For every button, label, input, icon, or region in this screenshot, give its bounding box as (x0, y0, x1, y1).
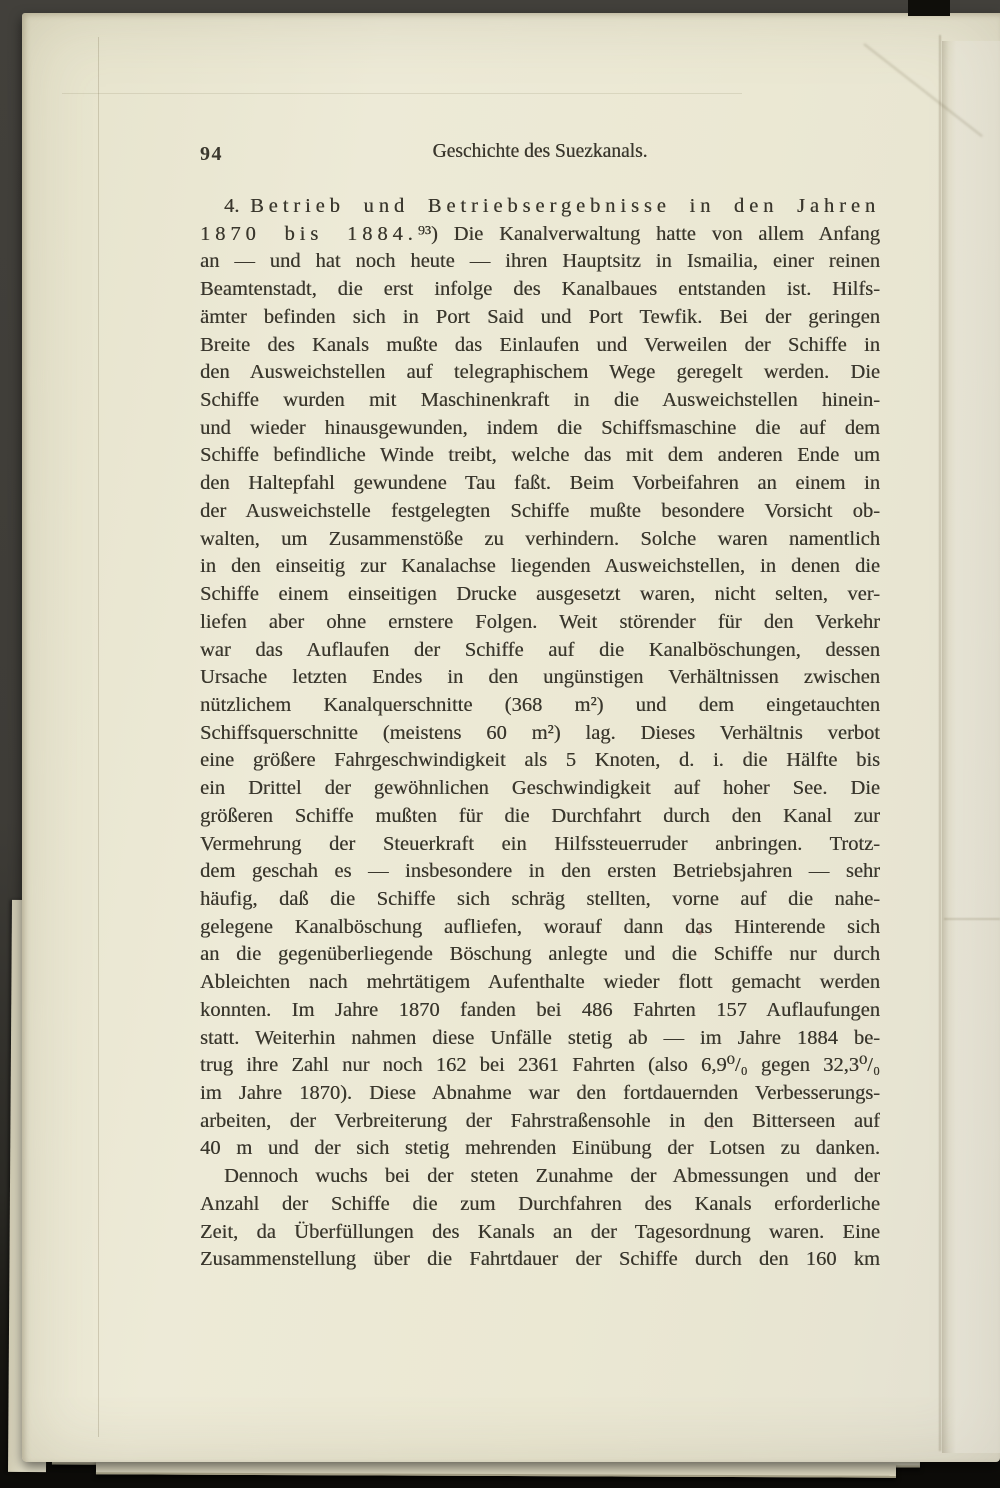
text-line: trug ihre Zahl nur noch 162 bei 2361 Fahrten (also 6,9⁰/₀ gegen 32,3⁰/₀ (200, 1054, 880, 1077)
horizontal-crease (944, 918, 1000, 920)
text-line: Schiffe befindliche Winde treibt, welche das mit dem anderen Ende um (200, 444, 880, 467)
text-line: liefen aber ohne ernstere Folgen. Weit störender für den Verkehr (200, 610, 880, 633)
text-line: an die gegenüberliegende Böschung anlegte und die Schiffe nur durch (200, 943, 880, 966)
text-line: war das Auflaufen der Schiffe auf die Kanalböschungen, dessen (200, 638, 880, 661)
text-line: Vermehrung der Steuerkraft ein Hilfssteuerruder anbringen. Trotz- (200, 832, 880, 855)
book-page (22, 13, 1000, 1462)
text-line: Zeit, da Überfüllungen des Kanals an der Tagesordnung waren. Eine (200, 1220, 880, 1243)
vertical-crease (939, 35, 941, 1451)
text-line: Schiffe einem einseitigen Drucke ausgesetzt waren, nicht selten, ver- (200, 583, 880, 606)
text-line: in den einseitig zur Kanalachse liegenden Ausweichstellen, in denen die (200, 555, 880, 578)
text-line: häufig, daß die Schiffe sich schräg stellten, vorne auf die nahe- (200, 887, 880, 910)
emboss-line-vertical (98, 37, 99, 1437)
emboss-line-horizontal (62, 93, 742, 94)
text-line: ämter befinden sich in Port Said und Port Tewfik. Bei der geringen (200, 305, 880, 328)
text-line: Schiffsquerschnitte (meistens 60 m²) lag. Dieses Verhältnis verbot (200, 721, 880, 744)
page-curl-edge (942, 41, 1000, 1453)
text-line: arbeiten, der Verbreiterung der Fahrstraßensohle in den Bitterseen auf (200, 1109, 880, 1132)
text-line: Schiffe wurden mit Maschinenkraft in die Ausweichstellen hinein- (200, 389, 880, 412)
text-line: Ursache letzten Endes in den ungünstigen Verhältnissen zwischen (200, 666, 880, 689)
text-line: ein Drittel der gewöhnlichen Geschwindigkeit auf hoher See. Die (200, 777, 880, 800)
text-line: nützlichem Kanalquerschnitte (368 m²) und dem eingetauchten (200, 693, 880, 716)
text-line: walten, um Zusammenstöße zu verhindern. Solche waren namentlich (200, 527, 880, 550)
text-line: Zusammenstellung über die Fahrtdauer der Schiffe durch den 160 km (200, 1248, 880, 1271)
text-line: Anzahl der Schiffe die zum Durchfahren des Kanals erforderliche (200, 1192, 880, 1215)
text-line: der Ausweichstelle festgelegten Schiffe mußte besondere Vorsicht ob- (200, 499, 880, 522)
body-text (200, 193, 880, 1274)
text-line: an — und hat noch heute — ihren Hauptsitz in Ismailia, einer reinen (200, 250, 880, 273)
text-line: Breite des Kanals mußte das Einlaufen und Verweilen der Schiffe in (200, 333, 880, 356)
page-number: 94 (200, 143, 223, 165)
text-line: dem geschah es — insbesondere in den ersten Betriebsjahren — sehr (200, 860, 880, 883)
binding-notch (908, 0, 950, 16)
running-head: Geschichte des Suezkanals. (432, 141, 648, 162)
text-line: statt. Weiterhin nahmen diese Unfälle stetig ab — im Jahre 1884 be- (200, 1026, 880, 1049)
text-line: gelegene Kanalböschung aufliefen, worauf dann das Hinterende sich (200, 915, 880, 938)
page-header (200, 141, 880, 171)
text-line: und wieder hinausgewunden, indem die Schiffsmaschine die auf dem (200, 416, 880, 439)
text-line: im Jahre 1870). Diese Abnahme war den fortdauernden Verbesserungs- (200, 1082, 880, 1104)
text-line: eine größere Fahrgeschwindigkeit als 5 Knoten, d. i. die Hälfte bis (200, 749, 880, 772)
text-line: 4. Betrieb und Betriebsergebnisse in den Jahren (224, 195, 880, 217)
text-line: Ableichten nach mehrtätigem Aufenthalte wieder flott gemacht werden (200, 971, 880, 994)
text-line: 40 m und der sich stetig mehrenden Einübung der Lotsen zu danken. (200, 1137, 880, 1160)
text-line: den Haltepfahl gewundene Tau faßt. Beim Vorbeifahren an einem in (200, 472, 880, 495)
text-line: konnten. Im Jahre 1870 fanden bei 486 Fahrten 157 Auflaufungen (200, 998, 880, 1021)
text-line: größeren Schiffe mußten für die Durchfahrt durch den Kanal zur (200, 804, 880, 827)
text-line: Beamtenstadt, die erst infolge des Kanalbaues entstanden ist. Hilfs- (200, 278, 880, 301)
text-line: den Ausweichstellen auf telegraphischem Wege geregelt werden. Die (200, 361, 880, 384)
text-line: 1870 bis 1884.⁹³) Die Kanalverwaltung hatte von allem Anfang (200, 222, 880, 245)
text-line: Dennoch wuchs bei der steten Zunahme der Abmessungen und der (224, 1165, 880, 1188)
page-stack-edge-bottom-2 (96, 1460, 896, 1477)
